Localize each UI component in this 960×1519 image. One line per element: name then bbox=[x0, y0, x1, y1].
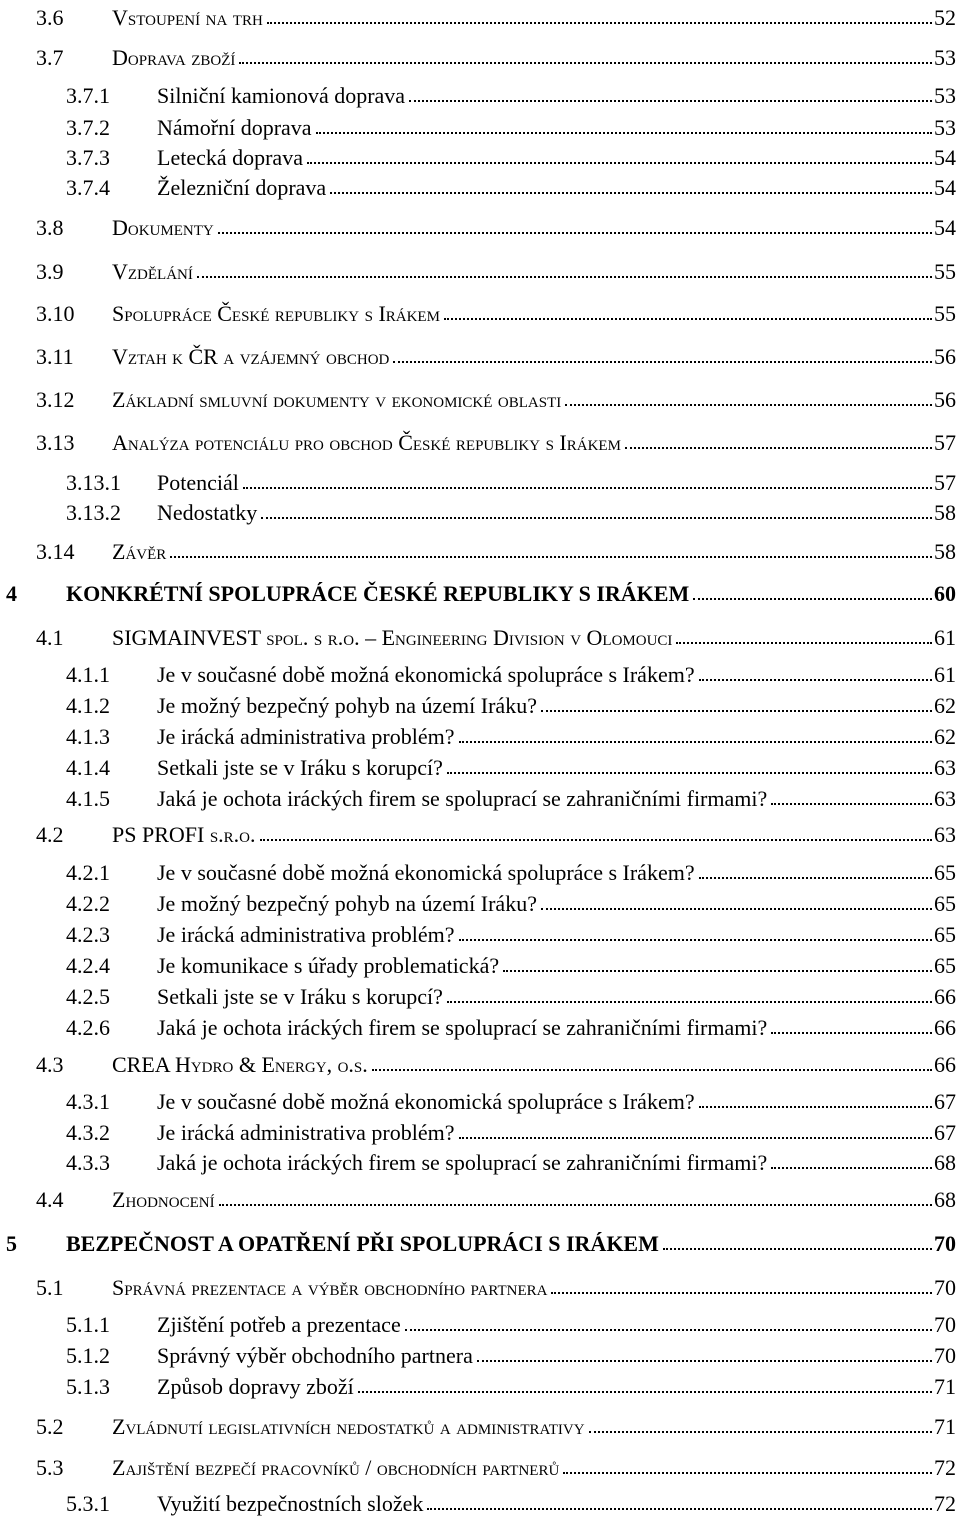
dot-leader bbox=[699, 679, 932, 681]
toc-entry[interactable] bbox=[0, 1488, 960, 1518]
dot-leader bbox=[459, 939, 932, 941]
toc-entry[interactable] bbox=[0, 42, 960, 72]
toc-entry[interactable] bbox=[0, 1049, 960, 1079]
toc-entry[interactable] bbox=[0, 172, 960, 202]
toc-entry-number: 4.1.4 bbox=[66, 755, 110, 780]
toc-entry[interactable] bbox=[0, 1147, 960, 1177]
toc-entry-title: CREA Hydro & Energy, o.s. bbox=[112, 1052, 368, 1077]
toc-entry-page: 56 bbox=[934, 344, 956, 369]
toc-entry-title: Silniční kamionová doprava bbox=[157, 83, 406, 108]
toc-entry-number: 4.2.6 bbox=[66, 1015, 110, 1040]
toc-entry-number: 5.1.3 bbox=[66, 1374, 110, 1399]
toc-entry-page: 63 bbox=[934, 755, 956, 780]
toc-entry-page: 55 bbox=[934, 301, 956, 326]
dot-leader bbox=[503, 970, 932, 972]
toc-entry-page: 52 bbox=[934, 5, 956, 30]
toc-entry-number: 5.1.2 bbox=[66, 1343, 110, 1368]
toc-entry[interactable] bbox=[0, 2, 960, 32]
toc-entry-page: 54 bbox=[934, 145, 956, 170]
dot-leader bbox=[663, 1248, 932, 1250]
toc-entry[interactable] bbox=[0, 1371, 960, 1401]
toc-entry-page: 70 bbox=[934, 1343, 956, 1368]
toc-entry-number: 3.6 bbox=[36, 5, 64, 30]
toc-entry-number: 4.2.1 bbox=[66, 860, 110, 885]
dot-leader bbox=[589, 1431, 932, 1433]
dot-leader bbox=[307, 162, 932, 164]
toc-entry-page: 67 bbox=[934, 1089, 956, 1114]
toc-entry[interactable] bbox=[0, 1012, 960, 1042]
toc-entry[interactable] bbox=[0, 919, 960, 949]
toc-entry[interactable] bbox=[0, 857, 960, 887]
toc-entry-number: 3.7.3 bbox=[66, 145, 110, 170]
toc-entry-number: 4.2.5 bbox=[66, 984, 110, 1009]
toc-entry-number: 3.13.1 bbox=[66, 470, 121, 495]
toc-entry-page: 71 bbox=[934, 1414, 956, 1439]
dot-leader bbox=[676, 642, 932, 644]
toc-entry-title: Je možný bezpečný pohyb na území Iráku? bbox=[157, 693, 537, 718]
dot-leader bbox=[625, 447, 932, 449]
dot-leader bbox=[699, 877, 932, 879]
dot-leader bbox=[699, 1106, 932, 1108]
toc-entry-number: 4.2.3 bbox=[66, 922, 110, 947]
dot-leader bbox=[316, 132, 932, 134]
toc-entry-title: PS PROFI s.r.o. bbox=[112, 822, 256, 847]
toc-entry-number: 5.1.1 bbox=[66, 1312, 110, 1337]
dot-leader bbox=[541, 710, 932, 712]
dot-leader bbox=[444, 318, 932, 320]
toc-entry-number: 4.3.1 bbox=[66, 1089, 110, 1114]
toc-entry-title: Správná prezentace a výběr obchodního partnera bbox=[112, 1275, 548, 1300]
toc-entry[interactable] bbox=[0, 80, 960, 110]
toc-entry-page: 62 bbox=[934, 693, 956, 718]
toc-entry-page: 70 bbox=[934, 1312, 956, 1337]
dot-leader bbox=[447, 772, 932, 774]
toc-entry[interactable] bbox=[0, 427, 960, 457]
toc-entry-title: Je irácká administrativa problém? bbox=[157, 922, 455, 947]
toc-entry-page: 58 bbox=[934, 500, 956, 525]
toc-entry-page: 53 bbox=[934, 45, 956, 70]
toc-entry-title: Zjištění potřeb a prezentace bbox=[157, 1312, 401, 1337]
dot-leader bbox=[372, 1069, 932, 1071]
toc-entry-title: Vzdělání bbox=[112, 259, 193, 284]
dot-leader bbox=[405, 1329, 932, 1331]
toc-entry[interactable] bbox=[0, 256, 960, 286]
toc-entry[interactable] bbox=[0, 1411, 960, 1441]
toc-entry-number: 4.1 bbox=[36, 625, 64, 650]
toc-entry-title: Jaká je ochota iráckých firem se spoluprací se zahraničními firmami? bbox=[157, 1015, 768, 1040]
toc-entry[interactable] bbox=[0, 752, 960, 782]
toc-entry-number: 4.1.1 bbox=[66, 662, 110, 687]
toc-entry[interactable] bbox=[0, 112, 960, 142]
toc-entry-page: 60 bbox=[934, 581, 956, 606]
toc-entry-number: 5.3.1 bbox=[66, 1491, 110, 1516]
toc-entry-page: 53 bbox=[934, 83, 956, 108]
toc-entry-title: Zajištění bezpečí pracovníků / obchodních partnerů bbox=[112, 1455, 560, 1480]
toc-entry[interactable] bbox=[0, 142, 960, 172]
toc-entry-number: 4.3 bbox=[36, 1052, 64, 1077]
dot-leader bbox=[459, 1137, 932, 1139]
toc-entry-title: KONKRÉTNÍ SPOLUPRÁCE ČESKÉ REPUBLIKY S IRÁKEM bbox=[66, 581, 690, 606]
toc-entry-title: BEZPEČNOST A OPATŘENÍ PŘI SPOLUPRÁCI S IRÁKEM bbox=[66, 1231, 659, 1256]
toc-entry-title: Železniční doprava bbox=[157, 175, 327, 200]
dot-leader bbox=[551, 1292, 932, 1294]
toc-entry-title: Vztah k ČR a vzájemný obchod bbox=[112, 344, 390, 369]
dot-leader bbox=[330, 192, 932, 194]
toc-entry-page: 54 bbox=[934, 215, 956, 240]
dot-leader bbox=[393, 361, 932, 363]
dot-leader bbox=[565, 404, 932, 406]
toc-entry-page: 65 bbox=[934, 953, 956, 978]
toc-entry-title: Nedostatky bbox=[157, 500, 258, 525]
toc-entry-page: 65 bbox=[934, 891, 956, 916]
toc-entry-number: 4.2.2 bbox=[66, 891, 110, 916]
dot-leader bbox=[170, 556, 932, 558]
toc-entry-title: Způsob dopravy zboží bbox=[157, 1374, 354, 1399]
dot-leader bbox=[261, 517, 932, 519]
dot-leader bbox=[427, 1508, 932, 1510]
dot-leader bbox=[218, 232, 932, 234]
dot-leader bbox=[260, 839, 932, 841]
toc-entry[interactable] bbox=[0, 783, 960, 813]
toc-entry-title: Využití bezpečnostních složek bbox=[157, 1491, 424, 1516]
toc-entry-title: Námořní doprava bbox=[157, 115, 312, 140]
toc-entry[interactable] bbox=[0, 690, 960, 720]
toc-entry-page: 55 bbox=[934, 259, 956, 284]
toc-entry[interactable] bbox=[0, 1228, 960, 1258]
toc-entry[interactable] bbox=[0, 1452, 960, 1482]
toc-entry-number: 3.8 bbox=[36, 215, 64, 240]
toc-entry-title: Jaká je ochota iráckých firem se spoluprací se zahraničními firmami? bbox=[157, 1150, 768, 1175]
toc-entry-number: 4.1.5 bbox=[66, 786, 110, 811]
toc-entry-number: 5.2 bbox=[36, 1414, 64, 1439]
toc-entry-page: 67 bbox=[934, 1120, 956, 1145]
toc-entry-page: 61 bbox=[934, 662, 956, 687]
toc-entry[interactable] bbox=[0, 497, 960, 527]
toc-entry-title: Je v současné době možná ekonomická spolupráce s Irákem? bbox=[157, 662, 695, 687]
toc-entry-page: 70 bbox=[934, 1231, 956, 1256]
toc-entry[interactable] bbox=[0, 341, 960, 371]
toc-entry[interactable] bbox=[0, 467, 960, 497]
toc-entry-title: Jaká je ochota iráckých firem se spoluprací se zahraničními firmami? bbox=[157, 786, 768, 811]
toc-entry-page: 68 bbox=[934, 1150, 956, 1175]
toc-entry-title: Analýza potenciálu pro obchod České republiky s Irákem bbox=[112, 430, 621, 455]
toc-entry[interactable] bbox=[0, 536, 960, 566]
toc-entry-title: Je irácká administrativa problém? bbox=[157, 1120, 455, 1145]
toc-entry-page: 65 bbox=[934, 860, 956, 885]
toc-entry-page: 56 bbox=[934, 387, 956, 412]
dot-leader bbox=[477, 1360, 932, 1362]
dot-leader bbox=[771, 1167, 932, 1169]
toc-entry-page: 65 bbox=[934, 922, 956, 947]
toc-entry-page: 71 bbox=[934, 1374, 956, 1399]
dot-leader bbox=[409, 100, 932, 102]
toc-entry-page: 53 bbox=[934, 115, 956, 140]
toc-entry[interactable] bbox=[0, 721, 960, 751]
toc-entry-title: Zvládnutí legislativních nedostatků a administrativy bbox=[112, 1414, 585, 1439]
dot-leader bbox=[563, 1472, 932, 1474]
dot-leader bbox=[771, 1032, 932, 1034]
toc-entry-page: 57 bbox=[934, 470, 956, 495]
toc-entry-number: 3.10 bbox=[36, 301, 75, 326]
toc-entry-title: Potenciál bbox=[157, 470, 239, 495]
toc-entry-page: 66 bbox=[934, 984, 956, 1009]
toc-entry-number: 3.9 bbox=[36, 259, 64, 284]
toc-entry[interactable] bbox=[0, 659, 960, 689]
toc-entry-number: 3.7.1 bbox=[66, 83, 110, 108]
toc-entry-number: 4.2 bbox=[36, 822, 64, 847]
dot-leader bbox=[197, 276, 932, 278]
toc-entry-page: 68 bbox=[934, 1187, 956, 1212]
toc-entry-title: Správný výběr obchodního partnera bbox=[157, 1343, 473, 1368]
toc-entry-title: Zhodnocení bbox=[112, 1187, 215, 1212]
toc-entry[interactable] bbox=[0, 1272, 960, 1302]
toc-entry-title: Letecká doprava bbox=[157, 145, 303, 170]
toc-entry-number: 4 bbox=[6, 581, 17, 606]
toc-entry-title: Základní smluvní dokumenty v ekonomické oblasti bbox=[112, 387, 562, 412]
toc-entry-number: 4.3.2 bbox=[66, 1120, 110, 1145]
toc-entry-title: Spolupráce České republiky s Irákem bbox=[112, 301, 440, 326]
toc-entry-number: 4.3.3 bbox=[66, 1150, 110, 1175]
dot-leader bbox=[447, 1001, 932, 1003]
toc-entry[interactable] bbox=[0, 1086, 960, 1116]
toc-entry[interactable] bbox=[0, 950, 960, 980]
toc-entry[interactable] bbox=[0, 384, 960, 414]
toc-entry-number: 4.1.3 bbox=[66, 724, 110, 749]
toc-entry-number: 3.7 bbox=[36, 45, 64, 70]
dot-leader bbox=[541, 908, 932, 910]
toc-entry-page: 57 bbox=[934, 430, 956, 455]
toc-entry-page: 63 bbox=[934, 786, 956, 811]
toc-entry-title: Je komunikace s úřady problematická? bbox=[157, 953, 500, 978]
toc-entry-title: Je irácká administrativa problém? bbox=[157, 724, 455, 749]
toc-entry-page: 66 bbox=[934, 1052, 956, 1077]
toc-entry-title: Je v současné době možná ekonomická spolupráce s Irákem? bbox=[157, 860, 695, 885]
toc-entry-page: 72 bbox=[934, 1491, 956, 1516]
toc-entry-number: 3.14 bbox=[36, 539, 75, 564]
toc-entry-number: 4.1.2 bbox=[66, 693, 110, 718]
dot-leader bbox=[239, 62, 932, 64]
dot-leader bbox=[693, 598, 932, 600]
toc-entry-page: 70 bbox=[934, 1275, 956, 1300]
toc-entry-number: 4.4 bbox=[36, 1187, 64, 1212]
toc-entry-title: Setkali jste se v Iráku s korupcí? bbox=[157, 984, 443, 1009]
toc-entry-page: 72 bbox=[934, 1455, 956, 1480]
toc-entry-number: 3.13.2 bbox=[66, 500, 121, 525]
toc-entry-number: 5 bbox=[6, 1231, 17, 1256]
toc-entry-title: Je v současné době možná ekonomická spolupráce s Irákem? bbox=[157, 1089, 695, 1114]
toc-entry-title: Setkali jste se v Iráku s korupcí? bbox=[157, 755, 443, 780]
toc-entry[interactable] bbox=[0, 1117, 960, 1147]
toc-entry-page: 66 bbox=[934, 1015, 956, 1040]
toc-entry-number: 3.12 bbox=[36, 387, 75, 412]
toc-entry-title: Dokumenty bbox=[112, 215, 214, 240]
dot-leader bbox=[771, 803, 932, 805]
toc-entry-title: Vstoupení na trh bbox=[112, 5, 263, 30]
toc-entry[interactable] bbox=[0, 578, 960, 608]
toc-entry-page: 54 bbox=[934, 175, 956, 200]
toc-entry[interactable] bbox=[0, 819, 960, 849]
toc-entry-page: 63 bbox=[934, 822, 956, 847]
toc-entry-title: Závěr bbox=[112, 539, 167, 564]
toc-entry[interactable] bbox=[0, 622, 960, 652]
toc-entry[interactable] bbox=[0, 212, 960, 242]
toc-entry[interactable] bbox=[0, 1309, 960, 1339]
dot-leader bbox=[243, 487, 932, 489]
toc-entry-number: 3.7.4 bbox=[66, 175, 110, 200]
toc-entry-number: 3.11 bbox=[36, 344, 74, 369]
dot-leader bbox=[219, 1204, 932, 1206]
toc-entry-number: 3.7.2 bbox=[66, 115, 110, 140]
toc-entry-number: 4.2.4 bbox=[66, 953, 110, 978]
toc-entry[interactable] bbox=[0, 1184, 960, 1214]
toc-entry-page: 62 bbox=[934, 724, 956, 749]
toc-entry-title: Doprava zboží bbox=[112, 45, 236, 70]
toc-entry[interactable] bbox=[0, 981, 960, 1011]
toc-entry[interactable] bbox=[0, 888, 960, 918]
toc-entry-number: 5.3 bbox=[36, 1455, 64, 1480]
toc-entry[interactable] bbox=[0, 298, 960, 328]
toc-entry-number: 3.13 bbox=[36, 430, 75, 455]
toc-entry[interactable] bbox=[0, 1340, 960, 1370]
dot-leader bbox=[358, 1391, 932, 1393]
toc-entry-number: 5.1 bbox=[36, 1275, 64, 1300]
toc-entry-page: 58 bbox=[934, 539, 956, 564]
dot-leader bbox=[267, 22, 932, 24]
dot-leader bbox=[459, 741, 932, 743]
toc-entry-page: 61 bbox=[934, 625, 956, 650]
toc-entry-title: Je možný bezpečný pohyb na území Iráku? bbox=[157, 891, 537, 916]
toc-entry-title: SIGMAINVEST spol. s r.o. – Engineering Division v Olomouci bbox=[112, 625, 673, 650]
